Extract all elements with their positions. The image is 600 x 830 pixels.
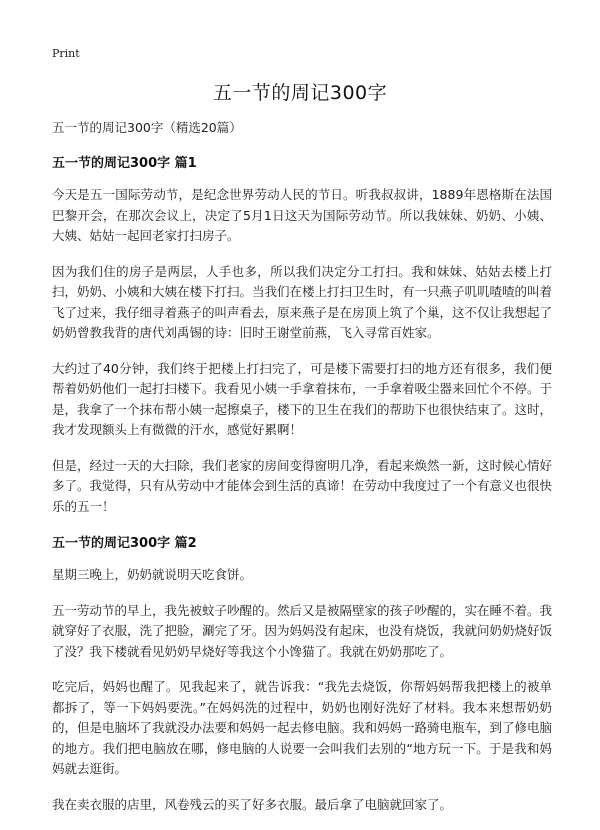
paragraph: 星期三晚上，奶奶就说明天吃食饼。 [52, 567, 253, 582]
paragraph: 五一劳动节的早上，我先被蚊子吵醒的。然后又是被隔壁家的孩子吵醒的，实在睡不着。我就穿好了衣服，洗了把脸，涮完了牙。因为妈妈没有起床，也没有烧饭，我就问奶奶烧好饭了没？我下楼就看见奶奶早烧好等我这个小馋猫了。我就在奶奶那吃了。 [52, 602, 553, 659]
article-section [52, 152, 552, 517]
paragraph: 大约过了40分钟，我们终于把楼上打扫完了，可是楼下需要打扫的地方还有很多，我们便帮着奶奶他们一起打扫楼下。我看见小姨一手拿着抹布，一手拿着吸尘器来回忙个不停。于是，我拿了一个抹布帮小姨一起擦桌子，楼下的卫生在我们的帮助下也很快结束了。这时，我才发现额头上有微微的汗水，感觉好累啊！ [52, 360, 553, 437]
print-link[interactable]: Print [52, 47, 80, 60]
paragraph: 我在卖衣服的店里，风卷残云的买了好多衣服。最后拿了电脑就回家了。 [52, 796, 453, 812]
paragraph: 因为我们住的房子是两层，人手也多，所以我们决定分工打扫。我和妹妹、姑姑去楼上打扫，奶奶、小姨和大姨在楼下打扫。当我们在楼上打扫卫生时，有一只燕子叽叽喳喳的叫着飞了过来，我仔细寻着燕子的叫声看去，原来燕子是在房顶上筑了个巢，这不仅让我想起了奶奶曾教我背的唐代刘禹锡的诗：旧时王谢堂前燕，飞入寻常百姓家。 [52, 263, 553, 340]
article-section [52, 532, 552, 815]
section-heading: 五一节的周记300字 篇1 [52, 156, 197, 171]
paragraph: 但是，经过一天的大扫除，我们老家的房间变得窗明几净，看起来焕然一新，这时候心情好多了。我觉得，只有从劳动中才能体会到生活的真谛！在劳动中我度过了一个有意义也很快乐的五一！ [52, 457, 553, 514]
section-heading: 五一节的周记300字 篇2 [52, 536, 197, 551]
paragraph: 吃完后，妈妈也醒了。见我起来了，就告诉我：“我先去烧饭，你帮妈妈帮我把楼上的被单都拆了，等一下妈妈要洗。”在妈妈洗的过程中，奶奶也刚好洗好了材料。我本来想帮奶奶的，但是电脑坏了我就没办法要和妈妈一起去修电脑。我和妈妈一路骑电瓶车，到了修电脑的地方。我们把电脑放在哪，修电脑的人说要一会叫我们去别的“地方玩一下。于是我和妈妈就去逛街。 [52, 679, 553, 776]
paragraph: 今天是五一国际劳动节，是纪念世界劳动人民的节日。听我叔叔讲，1889年恩格斯在法国巴黎开会，在那次会议上，决定了5月1日这天为国际劳动节。所以我妹妹、奶奶、小姨、大姨、姑姑一起回老家打扫房子。 [52, 187, 552, 243]
article-subtitle: 五一节的周记300字（精选20篇） [52, 120, 242, 135]
page-title: 五一节的周记300字 [212, 82, 388, 104]
article-body [52, 118, 552, 830]
